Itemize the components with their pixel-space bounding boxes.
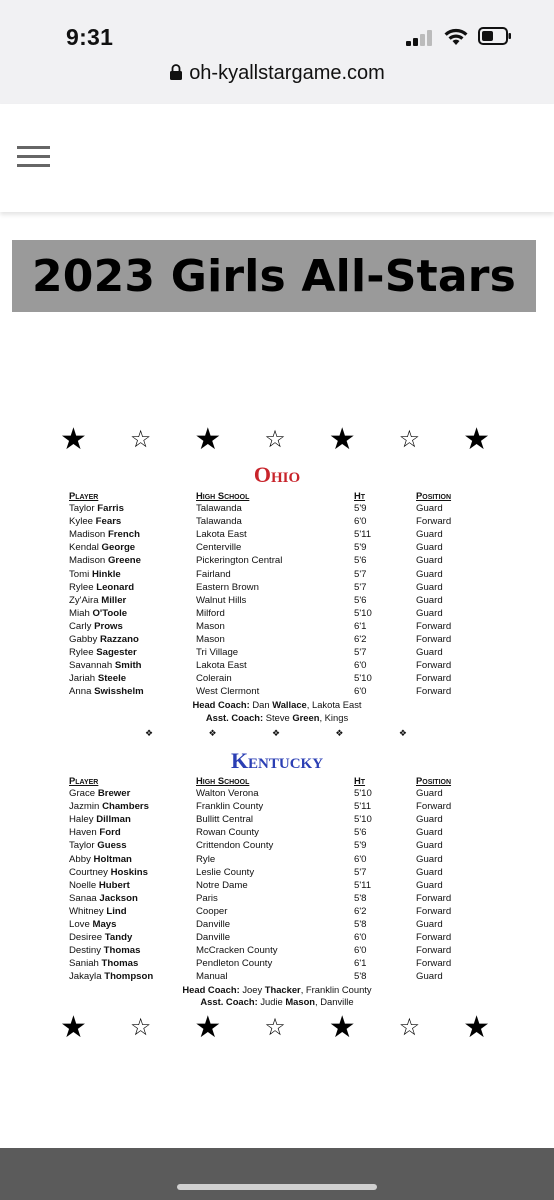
hamburger-menu-icon[interactable]: [17, 146, 50, 168]
column-school: High School: [196, 490, 250, 501]
title-banner: [12, 240, 536, 312]
diamond-icon: ❖: [208, 728, 217, 738]
page-title: 2023 Girls All-Stars: [31, 250, 517, 302]
player-name: Saniah Thomas: [69, 958, 139, 970]
player-school: McCracken County: [196, 945, 278, 957]
player-height: 5'6: [354, 827, 367, 839]
star-row-top: [60, 422, 490, 458]
player-name: Madison French: [69, 529, 140, 541]
player-school: Mason: [196, 634, 225, 646]
hollow-star-icon: ☆: [264, 1014, 286, 1041]
player-position: Forward: [416, 634, 452, 646]
player-position: Guard: [416, 814, 443, 826]
solid-star-icon: ★: [194, 423, 222, 456]
player-name: Anna Swisshelm: [69, 686, 144, 698]
player-school: Crittendon County: [196, 840, 274, 852]
player-height: 5'6: [354, 594, 367, 606]
player-school: Talawanda: [196, 503, 242, 515]
player-position: Forward: [416, 516, 452, 528]
player-position: Guard: [416, 594, 443, 606]
player-height: 6'2: [354, 634, 367, 646]
player-position: Guard: [416, 555, 443, 567]
hollow-star-icon: ☆: [129, 426, 152, 453]
player-position: Guard: [416, 581, 443, 593]
player-school: Cooper: [196, 905, 228, 917]
player-name: Desiree Tandy: [69, 932, 133, 944]
browser-status-bar: [0, 0, 554, 104]
player-school: Walton Verona: [196, 788, 259, 800]
player-name: Jariah Steele: [69, 673, 127, 685]
player-school: Talawanda: [196, 516, 242, 528]
player-position: Guard: [416, 919, 443, 931]
player-height: 5'8: [354, 919, 367, 931]
player-height: 5'10: [354, 607, 372, 619]
diamond-icon: ❖: [398, 728, 407, 738]
player-position: Forward: [416, 892, 452, 904]
kentucky-head-coach: Head Coach: Joey Thacker, Franklin County: [182, 984, 372, 995]
player-height: 5'8: [354, 892, 367, 904]
column-position: Position: [416, 775, 452, 786]
cellular-signal-icon: [406, 30, 434, 46]
player-position: Guard: [416, 788, 443, 800]
ohio-asst-coach: Asst. Coach: Steve Green, Kings: [205, 712, 349, 723]
player-height: 5'10: [354, 788, 372, 800]
player-name: Rylee Sagester: [69, 647, 137, 659]
player-position: Forward: [416, 660, 452, 672]
player-school: Pendleton County: [196, 958, 273, 970]
player-school: Paris: [196, 892, 218, 904]
diamond-icon: ❖: [271, 728, 281, 738]
player-position: Guard: [416, 647, 443, 659]
solid-star-icon: ★: [328, 1011, 356, 1044]
lock-icon: [169, 64, 183, 80]
player-school: Rowan County: [196, 827, 259, 839]
hollow-star-icon: ☆: [398, 1014, 421, 1041]
solid-star-icon: ★: [328, 423, 356, 456]
player-school: Danville: [196, 919, 231, 931]
player-school: Mason: [196, 620, 225, 632]
player-height: 6'1: [354, 620, 367, 632]
player-name: Kylee Fears: [69, 516, 122, 528]
ohio-section-title: Ohio: [253, 462, 301, 487]
home-indicator[interactable]: [177, 1184, 377, 1190]
player-height: 5'8: [354, 971, 367, 983]
player-height: 6'0: [354, 945, 367, 957]
player-school: Manual: [196, 971, 228, 983]
hollow-star-icon: ☆: [398, 426, 421, 453]
player-name: Sanaa Jackson: [69, 892, 138, 904]
player-name: Abby Holtman: [69, 853, 132, 865]
player-school: Ryle: [196, 853, 216, 865]
player-height: 5'9: [354, 503, 367, 515]
battery-icon: [478, 27, 512, 45]
diamond-icon: ❖: [335, 728, 344, 738]
kentucky-asst-coach: Asst. Coach: Judie Mason, Danville: [200, 996, 354, 1007]
player-name: Gabby Razzano: [69, 634, 139, 646]
solid-star-icon: ★: [463, 423, 490, 456]
diamond-icon: ❖: [145, 728, 154, 738]
player-height: 5'7: [354, 581, 367, 593]
player-position: Guard: [416, 542, 443, 554]
player-school: Tri Village: [196, 647, 239, 659]
player-height: 5'6: [354, 555, 367, 567]
player-name: Kendal George: [69, 542, 136, 554]
player-height: 5'7: [354, 568, 367, 580]
player-position: Guard: [416, 866, 443, 878]
player-school: West Clermont: [196, 686, 260, 698]
player-school: Franklin County: [196, 801, 264, 813]
player-position: Guard: [416, 971, 443, 983]
player-school: Centerville: [196, 542, 242, 554]
address-bar[interactable]: [0, 62, 554, 85]
player-name: Grace Brewer: [69, 788, 131, 800]
player-name: Rylee Leonard: [69, 581, 135, 593]
diamond-divider: [145, 728, 407, 739]
bottom-toolbar: [0, 1148, 554, 1200]
player-height: 5'10: [354, 814, 372, 826]
player-height: 5'7: [354, 866, 367, 878]
column-height: Ht: [354, 490, 366, 501]
player-school: Leslie County: [196, 866, 255, 878]
player-height: 6'2: [354, 905, 367, 917]
column-player: Player: [69, 775, 99, 786]
player-position: Forward: [416, 932, 452, 944]
player-height: 6'1: [354, 958, 367, 970]
player-position: Guard: [416, 853, 443, 865]
player-name: Noelle Hubert: [69, 879, 130, 891]
player-name: Taylor Guess: [69, 840, 127, 852]
player-name: Madison Greene: [69, 555, 142, 567]
player-school: Fairland: [196, 568, 231, 580]
player-height: 6'0: [354, 932, 367, 944]
player-position: Forward: [416, 945, 452, 957]
player-school: Milford: [196, 607, 225, 619]
player-name: Haley Dillman: [69, 814, 131, 826]
player-school: Lakota East: [196, 660, 247, 672]
ohio-head-coach: Head Coach: Dan Wallace, Lakota East: [192, 699, 362, 710]
hollow-star-icon: ☆: [264, 426, 286, 453]
player-height: 5'11: [354, 801, 372, 813]
column-position: Position: [416, 490, 452, 501]
player-height: 6'0: [354, 853, 367, 865]
column-height: Ht: [354, 775, 366, 786]
player-position: Guard: [416, 529, 443, 541]
player-height: 5'7: [354, 647, 367, 659]
player-school: Notre Dame: [196, 879, 248, 891]
player-school: Colerain: [196, 673, 232, 685]
player-height: 6'0: [354, 660, 367, 672]
player-name: Haven Ford: [69, 827, 121, 839]
player-position: Guard: [416, 840, 443, 852]
column-school: High School: [196, 775, 250, 786]
player-name: Carly Prows: [69, 620, 123, 632]
player-position: Guard: [416, 568, 443, 580]
player-height: 6'0: [354, 516, 367, 528]
player-height: 5'9: [354, 542, 367, 554]
player-school: Pickerington Central: [196, 555, 283, 567]
player-position: Forward: [416, 905, 452, 917]
player-name: Jazmin Chambers: [69, 801, 149, 813]
player-position: Forward: [416, 801, 452, 813]
player-position: Forward: [416, 620, 452, 632]
player-height: 5'11: [354, 879, 372, 891]
status-time: 9:31: [66, 24, 114, 50]
url-text: oh-kyallstargame.com: [189, 62, 385, 84]
player-school: Walnut Hills: [196, 594, 247, 606]
site-header: [0, 104, 554, 212]
player-school: Eastern Brown: [196, 581, 259, 593]
player-position: Guard: [416, 879, 443, 891]
player-name: Courtney Hoskins: [69, 866, 148, 878]
player-school: Lakota East: [196, 529, 247, 541]
star-row-bottom: [60, 1010, 490, 1046]
player-name: Miah O'Toole: [69, 607, 128, 619]
player-school: Danville: [196, 932, 231, 944]
kentucky-section-title: Kentucky: [230, 748, 324, 773]
player-school: Bullitt Central: [196, 814, 254, 826]
player-name: Savannah Smith: [69, 660, 142, 672]
player-height: 5'11: [354, 529, 372, 541]
solid-star-icon: ★: [463, 1011, 490, 1044]
solid-star-icon: ★: [60, 1011, 87, 1044]
hollow-star-icon: ☆: [129, 1014, 152, 1041]
player-position: Forward: [416, 958, 452, 970]
player-position: Guard: [416, 607, 443, 619]
player-position: Guard: [416, 827, 443, 839]
player-name: Destiny Thomas: [69, 945, 141, 957]
player-name: Whitney Lind: [69, 905, 127, 917]
player-position: Forward: [416, 673, 452, 685]
player-position: Guard: [416, 503, 443, 515]
player-name: Taylor Farris: [69, 503, 124, 515]
player-name: Tomi Hinkle: [69, 568, 121, 580]
wifi-icon: [443, 26, 469, 46]
player-position: Forward: [416, 686, 452, 698]
solid-star-icon: ★: [60, 423, 87, 456]
player-name: Jakayla Thompson: [69, 971, 154, 983]
player-name: Love Mays: [69, 919, 117, 931]
player-height: 5'10: [354, 673, 372, 685]
solid-star-icon: ★: [194, 1011, 222, 1044]
player-height: 6'0: [354, 686, 367, 698]
player-name: Zy'Aira Miller: [69, 594, 127, 606]
column-player: Player: [69, 490, 99, 501]
player-height: 5'9: [354, 840, 367, 852]
